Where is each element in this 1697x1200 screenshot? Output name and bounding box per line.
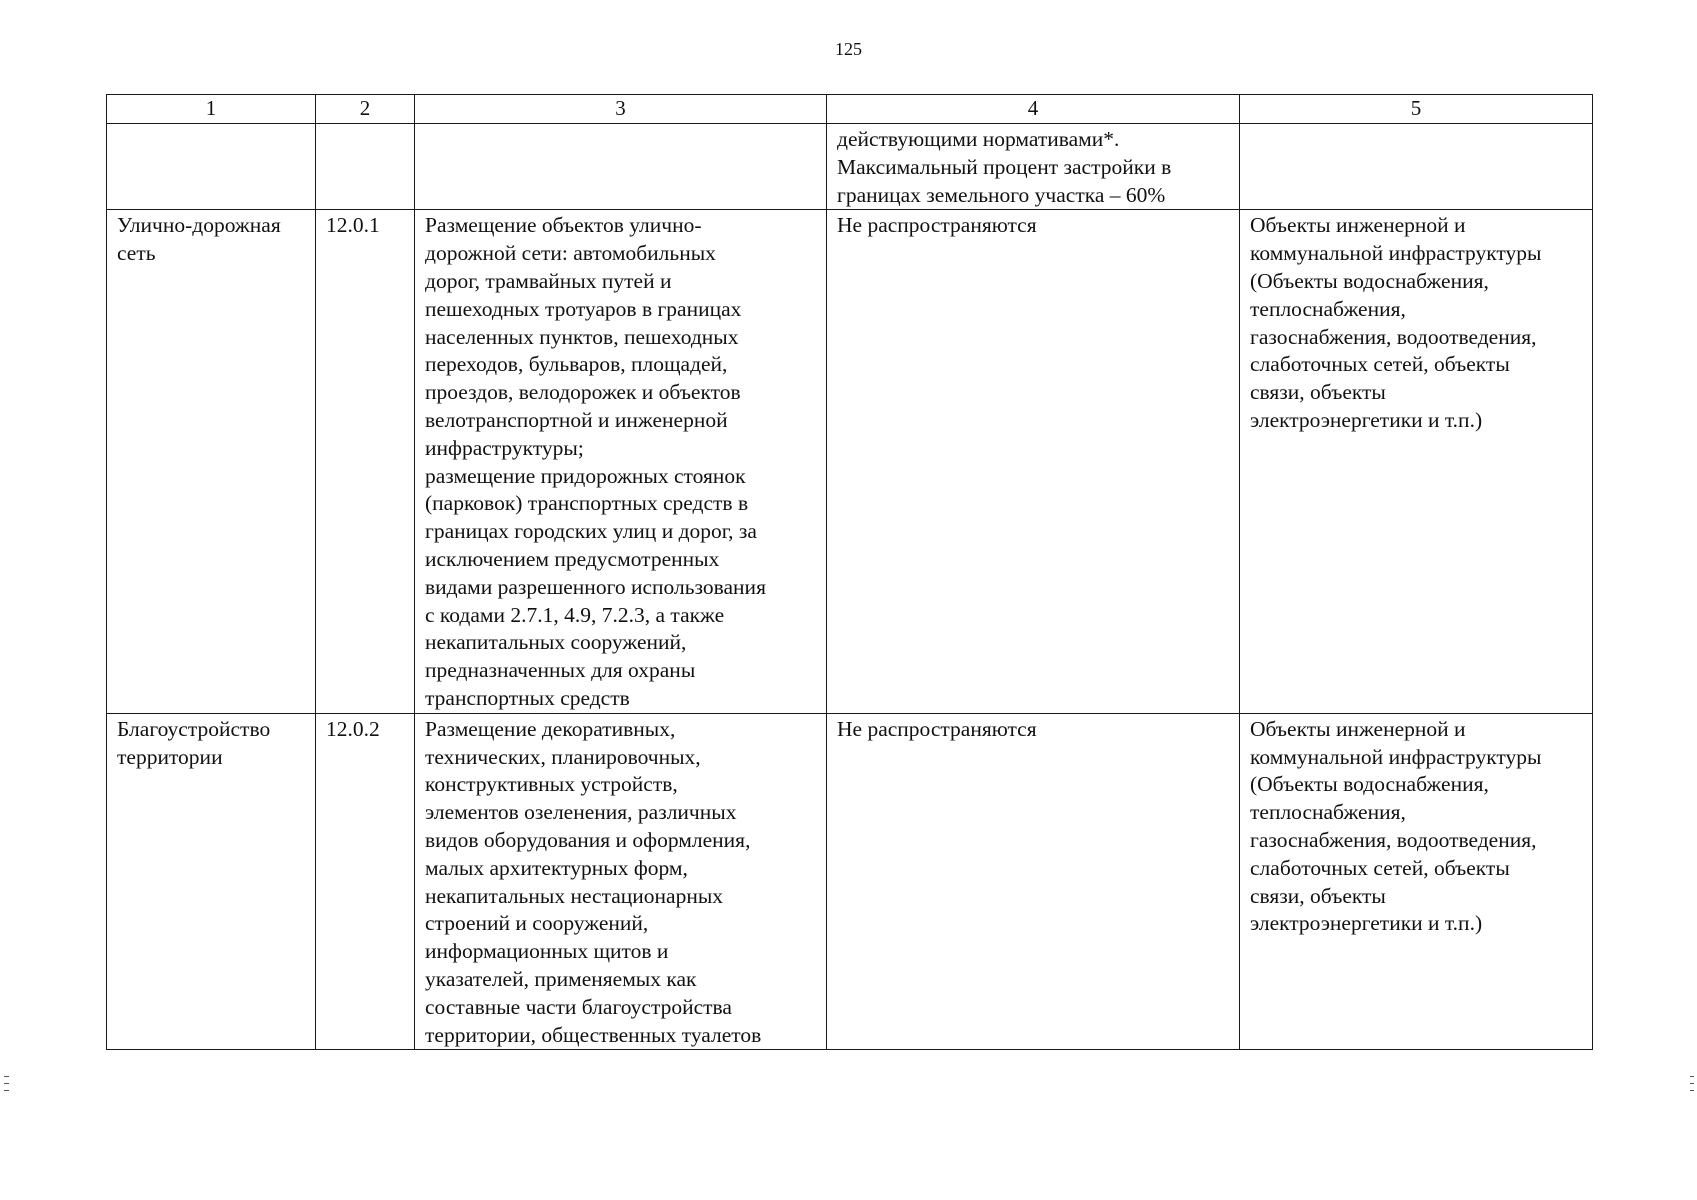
auxiliary-uses-cell (1240, 124, 1593, 210)
header-cell-2: 2 (316, 95, 415, 124)
use-description-cell (415, 124, 827, 210)
scan-mark-right (1690, 1076, 1694, 1077)
scan-mark-left (4, 1083, 9, 1084)
use-code-cell: 12.0.2 (316, 713, 415, 1050)
use-code-cell: 12.0.1 (316, 210, 415, 713)
table-header-row (107, 95, 1593, 124)
header-cell-3: 3 (415, 95, 827, 124)
scan-mark-left (4, 1076, 9, 1077)
use-description-cell: Размещение декоративных, технических, планировочных, конструктивных устройств, элементов озеленения, различных видов оборудования и оформления, малых архитектурных форм, некапитальных нестационарных строений и сооружений, информационных щитов и указателей, применяемых как составные части благоустройства территории, общественных туалетов (415, 713, 827, 1050)
auxiliary-uses-cell: Объекты инженерной и коммунальной инфраструктуры (Объекты водоснабжения, теплоснабжения, газоснабжения, водоотведения, слаботочных сетей, объекты связи, объекты электроэнергетики и т.п.) (1240, 210, 1593, 713)
scan-mark-right (1690, 1083, 1694, 1084)
header-cell-1: 1 (107, 95, 316, 124)
use-description-cell: Размещение объектов улично- дорожной сети: автомобильных дорог, трамвайных путей и пешеходных тротуаров в границах населенных пунктов, пешеходных переходов, бульваров, площадей, проездов, велодорожек и объектов велотранспортной и инженерной инфраструктуры; размещение придорожных стоянок (парковок) транспортных средств в границах городских улиц и дорог, за исключением предусмотренных видами разрешенного использования с кодами 2.7.1, 4.9, 7.2.3, а также некапитальных сооружений, предназначенных для охраны транспортных средств (415, 210, 827, 713)
auxiliary-uses-cell: Объекты инженерной и коммунальной инфраструктуры (Объекты водоснабжения, теплоснабжения, газоснабжения, водоотведения, слаботочных сетей, объекты связи, объекты электроэнергетики и т.п.) (1240, 713, 1593, 1050)
use-code-cell (316, 124, 415, 210)
parameters-cell: Не распространяются (827, 210, 1240, 713)
scan-mark-left (4, 1090, 9, 1091)
header-cell-4: 4 (827, 95, 1240, 124)
use-name-cell (107, 124, 316, 210)
parameters-cell: действующими нормативами*. Максимальный процент застройки в границах земельного участка – 60% (827, 124, 1240, 210)
use-name-cell: Улично-дорожная сеть (107, 210, 316, 713)
table-row (107, 210, 1593, 713)
use-name-cell: Благоустройство территории (107, 713, 316, 1050)
land-use-table (106, 94, 1593, 1050)
table-row (107, 124, 1593, 210)
header-cell-5: 5 (1240, 95, 1593, 124)
page-number: 125 (835, 39, 862, 59)
table-row (107, 713, 1593, 1050)
parameters-cell: Не распространяются (827, 713, 1240, 1050)
scan-mark-right (1690, 1090, 1694, 1091)
